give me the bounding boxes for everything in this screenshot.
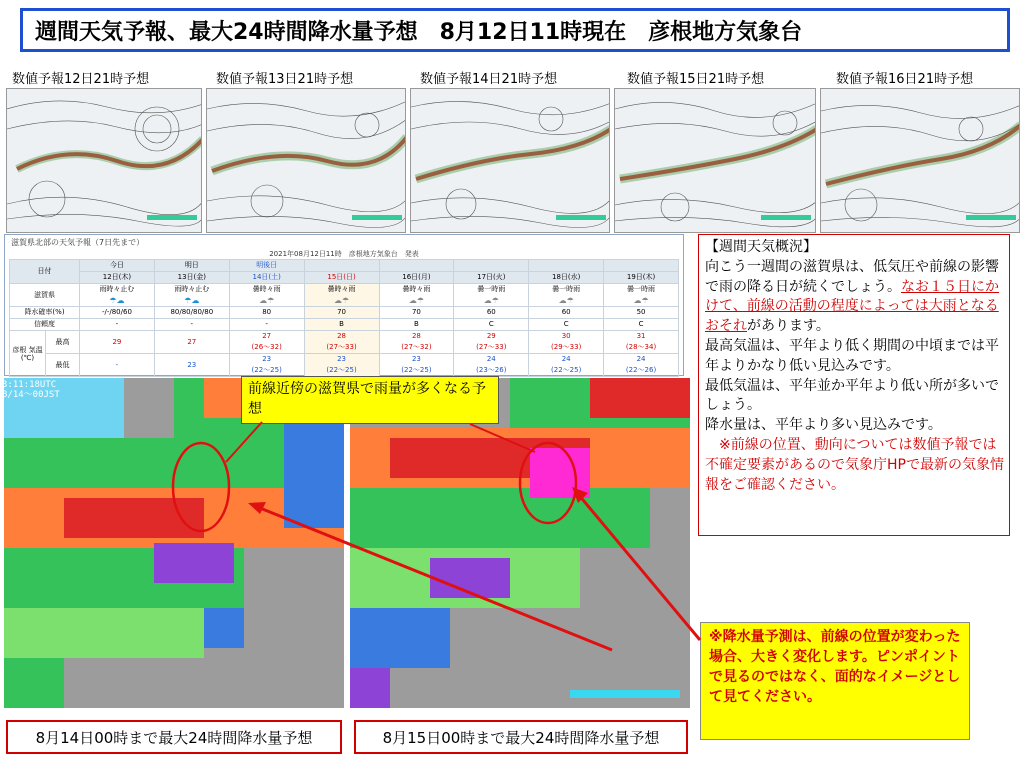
reliability-cell: B (379, 319, 454, 331)
nwp-map-image-4 (614, 88, 816, 233)
date-header: 日付 (10, 260, 80, 284)
overview-p2: 最高気温は、平年より低く期間の中頃までは平年よりかなり低い見込みです。 (705, 337, 999, 374)
table-row (10, 272, 679, 284)
min-temp-cell (154, 354, 229, 377)
cloud-rain-icon: ☁☂ (408, 296, 425, 305)
reliability-cell: C (529, 319, 604, 331)
reliability-cell: C (454, 319, 529, 331)
min-temp-cell (304, 354, 379, 377)
max-temp: 27 (262, 332, 272, 340)
overview-paragraph-1 (705, 258, 1005, 337)
pop-cell: 80/80/80/80 (154, 307, 229, 319)
max-temp-cell (304, 331, 379, 354)
day-label-5 (379, 260, 454, 272)
overview-p3: 最低気温は、平年並か平年より低い所が多いでしょう。 (705, 377, 999, 414)
overview-p1-tail: があります。 (747, 318, 830, 335)
pop-cell: 50 (604, 307, 679, 319)
forecast-issued: 2021年08月12日11時 彦根地方気象台 発表 (269, 250, 419, 258)
page-title-box (20, 8, 1010, 52)
nwp-map-image-5 (820, 88, 1020, 233)
max-temp-cell (529, 331, 604, 354)
reliability-cell: B (304, 319, 379, 331)
reliability-cell: - (229, 319, 304, 331)
min-temp: 23 (187, 360, 197, 369)
day-label-8 (604, 260, 679, 272)
min-temp-cell (80, 354, 155, 377)
min-temp-range: (23～26) (476, 366, 507, 374)
max-temp-range: (27～32) (401, 343, 432, 351)
max-temp: 28 (411, 332, 421, 340)
page-title: 週間天気予報、最大24時間降水量予想 8月12日11時現在 彦根地方気象台 (35, 19, 803, 45)
day-date-7: 18日(水) (529, 272, 604, 284)
nwp-map-image-3 (410, 88, 610, 233)
pop-cell: 70 (304, 307, 379, 319)
temp-group-label: 彦根 気温 (℃) (10, 331, 46, 377)
table-row (10, 331, 679, 354)
nwp-map-image-1 (6, 88, 202, 233)
pop-label: 降水確率(%) (10, 307, 80, 319)
day-date-4: 15日(日) (304, 272, 379, 284)
umbrella-icon: ☂☁ (109, 296, 125, 305)
cloud-rain-icon: ☁☂ (558, 296, 574, 305)
umbrella-icon: ☂☁ (184, 296, 200, 305)
precip-map-1 (4, 378, 344, 708)
pop-cell: 80 (229, 307, 304, 319)
min-temp-cell (229, 354, 304, 377)
reliability-cell: C (604, 319, 679, 331)
pop-cell: 70 (379, 307, 454, 319)
min-label: 最低 (46, 354, 80, 377)
table-row (10, 307, 679, 319)
pop-cell: 60 (529, 307, 604, 319)
max-temp-range: (29～33) (551, 343, 582, 351)
min-temp-range: (22～26) (625, 366, 657, 374)
rain-callout: 前線近傍の滋賀県で雨量が多くなる予想 (241, 376, 499, 424)
cloud-rain-icon: ☁☂ (259, 296, 275, 305)
nwp-map-label-1: 数値予報12日21時予想 (12, 72, 150, 87)
max-temp-range: (27～33) (476, 343, 507, 351)
day-date-1: 12日(木) (80, 272, 155, 284)
max-label: 最高 (46, 331, 80, 354)
min-temp: 24 (636, 355, 646, 363)
reliability-cell: - (80, 319, 155, 331)
overview-p1: 向こう一週間の滋賀県は、低気圧や前線の影響で雨の降る日が続くでしょう。 (705, 258, 999, 295)
cloud-rain-icon: ☁☂ (333, 296, 350, 305)
min-temp: - (115, 360, 119, 369)
precip-map-2 (350, 378, 690, 708)
weather-cell (454, 284, 529, 307)
min-temp: 23 (262, 355, 272, 363)
nwp-map-label-3: 数値予報14日21時予想 (420, 72, 558, 87)
day-date-5: 16日(月) (379, 272, 454, 284)
weather-cell (604, 284, 679, 307)
overview-heading: 【週間天気概況】 (705, 239, 817, 255)
weekly-overview-box (698, 234, 1010, 536)
weather-text: 曇一時雨 (477, 285, 506, 293)
weather-cell (379, 284, 454, 307)
min-temp-range: (22～25) (251, 366, 282, 374)
weather-text: 曇時々雨 (402, 285, 431, 293)
precip-map-2-caption: 8月15日00時まで最大24時間降水量予想 (354, 720, 688, 754)
weather-text: 曇一時雨 (552, 285, 581, 293)
weather-cell (229, 284, 304, 307)
pop-cell: -/-/80/60 (80, 307, 155, 319)
min-temp-cell (454, 354, 529, 377)
reliability-label: 信頼度 (10, 319, 80, 331)
forecast-caption: 滋賀県北部の天気予報（7日先まで） (11, 238, 145, 247)
max-temp: 29 (112, 337, 122, 346)
table-row (10, 284, 679, 307)
weather-cell (304, 284, 379, 307)
weather-text: 雨時々止む (99, 285, 135, 293)
nwp-map-image-2 (206, 88, 406, 233)
weekly-forecast-table (4, 234, 684, 376)
forecast-grid (9, 259, 679, 377)
max-temp-cell (154, 331, 229, 354)
overview-note: ※前線の位置、動向については数値予報では不確定要素があるので気象庁HPで最新の気象情報をご確認ください。 (705, 436, 1004, 493)
day-label-4 (304, 260, 379, 272)
day-date-6: 17日(火) (454, 272, 529, 284)
nwp-map-label-2: 数値予報13日21時予想 (216, 72, 354, 87)
max-temp: 29 (486, 332, 496, 340)
day-label-6 (454, 260, 529, 272)
max-temp: 27 (187, 337, 197, 346)
min-temp: 23 (411, 355, 421, 363)
min-temp-cell (379, 354, 454, 377)
weather-text: 曇時々雨 (252, 285, 281, 293)
pop-cell: 60 (454, 307, 529, 319)
max-temp-cell (454, 331, 529, 354)
max-temp-cell (229, 331, 304, 354)
table-row (10, 319, 679, 331)
overview-p1-warning: なお１５日にかけて、前線の活動の程度によっては大雨となるおそれ (705, 278, 999, 335)
cloud-rain-icon: ☁☂ (633, 296, 649, 305)
weather-text: 曇時々雨 (327, 285, 356, 293)
max-temp-cell (379, 331, 454, 354)
table-row (10, 260, 679, 272)
weather-cell (154, 284, 229, 307)
day-label-3: 明後日 (229, 260, 304, 272)
min-temp: 23 (337, 355, 347, 363)
day-label-7 (529, 260, 604, 272)
min-temp: 24 (486, 355, 496, 363)
weather-text: 雨時々止む (174, 285, 210, 293)
min-temp-range: (22～25) (401, 366, 432, 374)
max-temp: 31 (636, 332, 646, 340)
min-temp-range: (22～25) (326, 366, 357, 374)
min-temp-cell (604, 354, 679, 377)
max-temp-range: (26～32) (251, 343, 282, 351)
min-temp-range: (22～25) (551, 366, 582, 374)
utc-tag: 3:11:18UTC 8/14～00JST (2, 380, 60, 400)
max-temp-cell (80, 331, 155, 354)
max-temp: 28 (337, 332, 347, 340)
min-temp-cell (529, 354, 604, 377)
nwp-map-label-4: 数値予報15日21時予想 (627, 72, 765, 87)
day-date-3: 14日(土) (229, 272, 304, 284)
min-temp: 24 (561, 355, 571, 363)
overview-p4: 降水量は、平年より多い見込みです。 (705, 417, 942, 434)
day-label-2: 明日 (154, 260, 229, 272)
weather-text: 曇一時雨 (627, 285, 656, 293)
warning-note: ※降水量予測は、前線の位置が変わった場合、大きく変化します。ピンポイントで見るのではなく、面的なイメージとして見てください。 (700, 622, 970, 740)
precip-map-1-caption: 8月14日00時まで最大24時間降水量予想 (6, 720, 342, 754)
table-row (10, 354, 679, 377)
cloud-rain-icon: ☁☂ (483, 296, 499, 305)
max-temp-range: (28～34) (625, 343, 657, 351)
day-date-8: 19日(木) (604, 272, 679, 284)
weather-cell (80, 284, 155, 307)
day-label-1: 今日 (80, 260, 155, 272)
max-temp-cell (604, 331, 679, 354)
max-temp-range: (27～33) (326, 343, 357, 351)
weather-cell (529, 284, 604, 307)
area-label: 滋賀県 (10, 284, 80, 307)
reliability-cell: - (154, 319, 229, 331)
day-date-2: 13日(金) (154, 272, 229, 284)
nwp-map-label-5: 数値予報16日21時予想 (836, 72, 974, 87)
max-temp: 30 (561, 332, 571, 340)
